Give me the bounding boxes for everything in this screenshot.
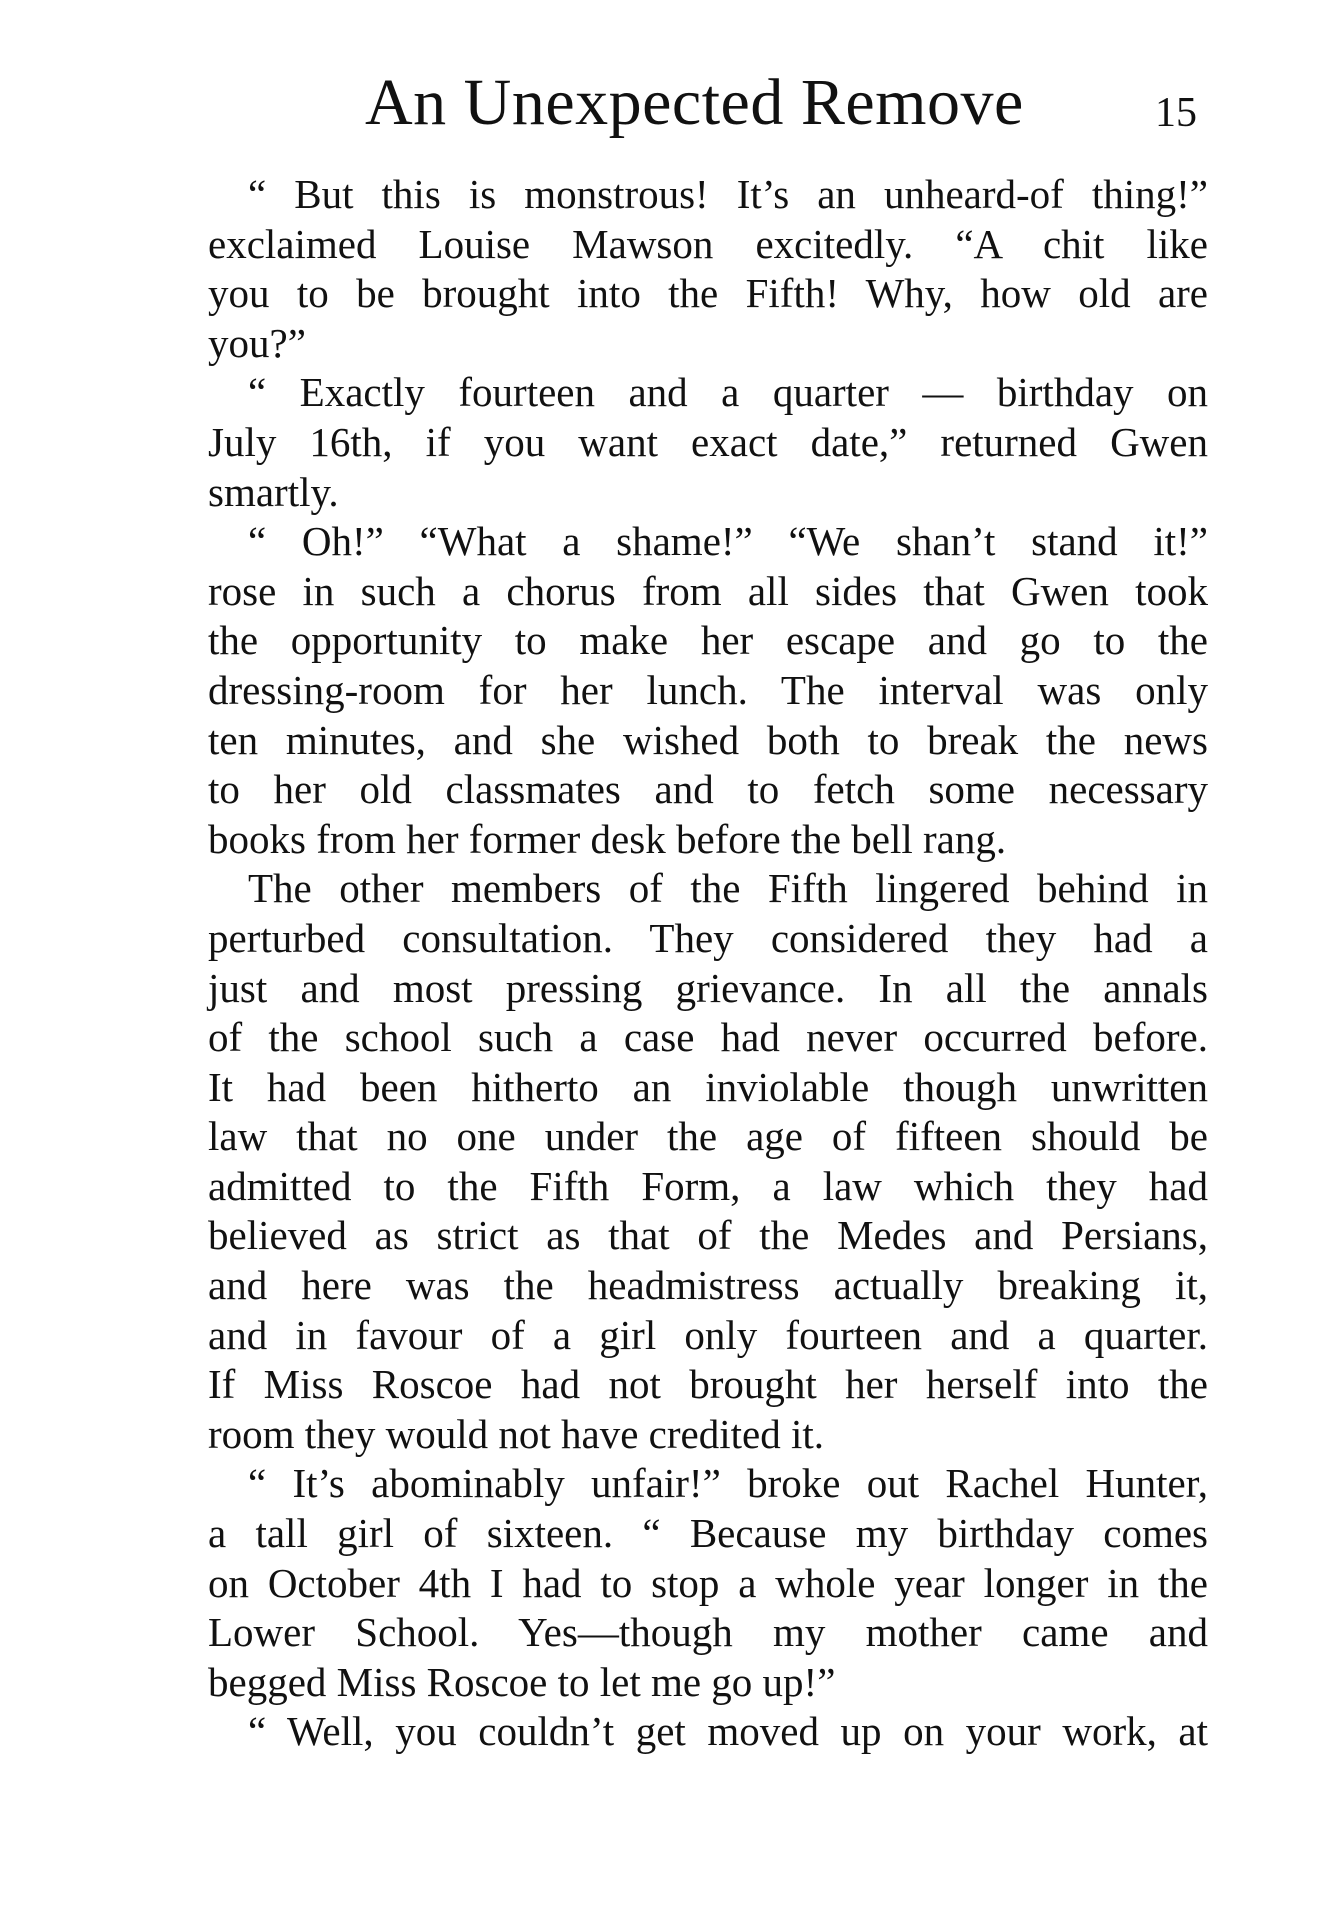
text-line: It had been hitherto an inviolable though unwritten bbox=[208, 1063, 1208, 1110]
text-line: the opportunity to make her escape and go to the bbox=[208, 617, 1208, 664]
text-line: “ It’s abominably unfair!” broke out Rachel Hunter, bbox=[248, 1460, 1208, 1507]
text-line: on October 4th I had to stop a whole year longer in the bbox=[208, 1559, 1208, 1606]
text-line: Lower School. Yes—though my mother came and bbox=[208, 1609, 1208, 1656]
text-line: ten minutes, and she wished both to break the news bbox=[208, 716, 1208, 763]
text-line: believed as strict as that of the Medes and Persians, bbox=[208, 1212, 1208, 1259]
page-number: 15 bbox=[1155, 90, 1197, 136]
text-line: begged Miss Roscoe to let me go up!” bbox=[208, 1658, 836, 1705]
text-line: and here was the headmistress actually breaking it, bbox=[208, 1262, 1208, 1309]
text-line: you to be brought into the Fifth! Why, how old are bbox=[208, 270, 1208, 317]
text-line: a tall girl of sixteen. “ Because my birthday comes bbox=[208, 1510, 1208, 1557]
text-line: “ Exactly fourteen and a quarter — birthday on bbox=[248, 369, 1208, 416]
text-line: “ But this is monstrous! It’s an unheard-of thing!” bbox=[248, 171, 1208, 217]
body-text bbox=[208, 170, 1208, 1757]
text-line: dressing-room for her lunch. The interval was only bbox=[208, 666, 1208, 713]
text-line: to her old classmates and to fetch some necessary bbox=[208, 766, 1208, 813]
text-line: of the school such a case had never occurred before. bbox=[208, 1014, 1208, 1061]
text-line: room they would not have credited it. bbox=[208, 1410, 824, 1457]
text-line: perturbed consultation. They considered they had a bbox=[208, 914, 1208, 961]
text-line: “ Well, you couldn’t get moved up on your work, at bbox=[248, 1708, 1208, 1755]
text-line: just and most pressing grievance. In all the annals bbox=[208, 964, 1208, 1011]
text-line: rose in such a chorus from all sides that Gwen took bbox=[208, 567, 1208, 614]
text-line: smartly. bbox=[208, 468, 339, 515]
text-line: “ Oh!” “What a shame!” “We shan’t stand it!” bbox=[248, 518, 1208, 565]
text-line: If Miss Roscoe had not brought her herself into the bbox=[208, 1361, 1208, 1408]
text-line: July 16th, if you want exact date,” returned Gwen bbox=[208, 418, 1208, 465]
running-title: An Unexpected Remove bbox=[365, 66, 1024, 139]
text-line: The other members of the Fifth lingered behind in bbox=[248, 865, 1208, 912]
text-line: exclaimed Louise Mawson excitedly. “A chit like bbox=[208, 220, 1208, 267]
text-line: admitted to the Fifth Form, a law which they had bbox=[208, 1162, 1208, 1209]
text-line: you?” bbox=[208, 319, 306, 366]
text-line: and in favour of a girl only fourteen and a quarter. bbox=[208, 1311, 1208, 1358]
text-line: books from her former desk before the bell rang. bbox=[208, 815, 1007, 862]
text-line: law that no one under the age of fifteen should be bbox=[208, 1113, 1208, 1160]
running-header bbox=[0, 55, 1319, 145]
